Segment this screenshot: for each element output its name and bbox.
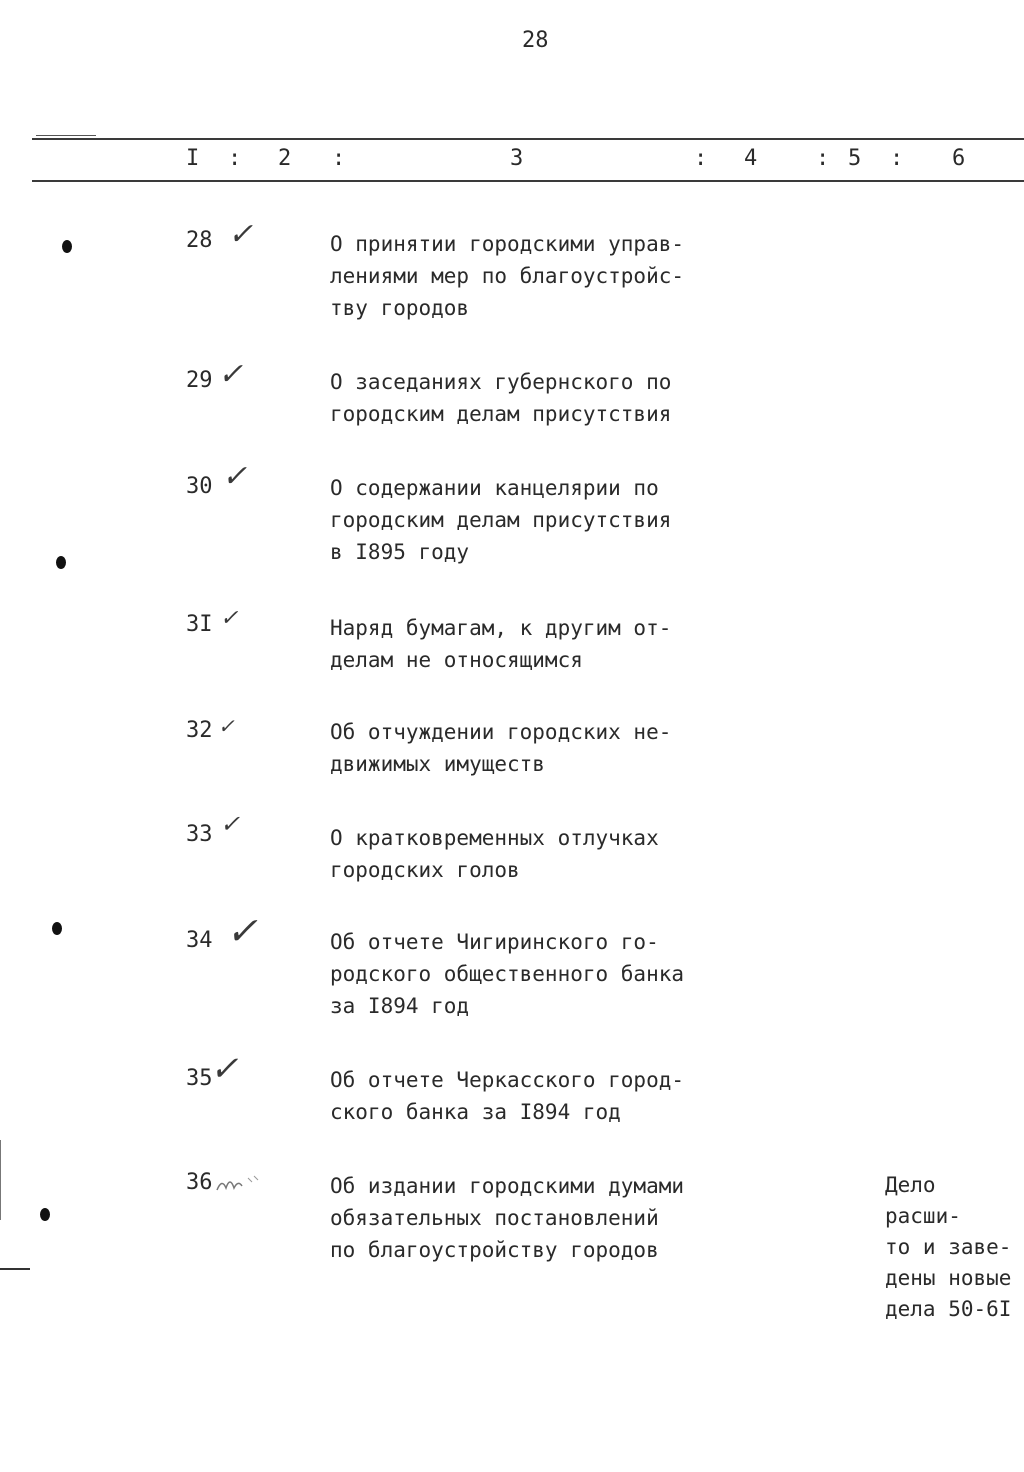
row-title: Об издании городскими думами обязательных постановлений по благоустройству городов: [330, 1174, 685, 1262]
row-note: Дело расши- то и заве- дены новые дела 50-6I: [885, 1173, 1012, 1321]
row-title: О кратковременных отлучках городских голов: [330, 826, 659, 882]
header-col-2: 2: [278, 146, 292, 171]
header-sep: :: [816, 146, 830, 171]
row-number: 32: [186, 718, 213, 743]
header-sep: :: [228, 146, 242, 171]
margin-line: [0, 1140, 1, 1220]
row-title: О заседаниях губернского по городским делам присутствия: [330, 370, 672, 426]
punch-hole: [52, 922, 62, 935]
check-mark-icon: ✓: [218, 714, 235, 738]
row-number: 34: [186, 928, 213, 953]
row-number: 29: [186, 368, 213, 393]
punch-hole: [56, 556, 66, 569]
page-number: 28: [522, 28, 549, 53]
header-col-5: 5: [848, 146, 862, 171]
header-sep: :: [332, 146, 346, 171]
check-mark-icon: ✓: [218, 357, 244, 392]
row-number: 30: [186, 474, 213, 499]
header-col-1: I: [186, 146, 200, 171]
header-sep: :: [890, 146, 904, 171]
row-title: О принятии городскими управ- лениями мер по благоустройс- тву городов: [330, 232, 685, 320]
row-number: 3I: [186, 612, 213, 637]
check-mark-icon: ✓: [222, 459, 248, 494]
check-mark-icon: ✓: [226, 909, 258, 953]
header-rule-stub: [36, 135, 96, 136]
check-mark-icon: ✓: [220, 606, 239, 631]
row-number: 35: [186, 1066, 213, 1091]
punch-hole: [62, 240, 72, 253]
row-title: Об отчете Черкасского город- ского банка за I894 год: [330, 1068, 685, 1124]
header-rule-bottom: [32, 180, 1024, 182]
check-mark-icon: ✓: [220, 810, 241, 838]
row-title: Об отчуждении городских не- движимых имуществ: [330, 720, 672, 776]
header-col-3: 3: [510, 146, 524, 171]
row-number: 33: [186, 822, 213, 847]
header-col-4: 4: [744, 146, 758, 171]
header-sep: :: [694, 146, 708, 171]
scribble-mark-icon: [214, 1172, 264, 1196]
check-mark-icon: ✓: [228, 217, 254, 252]
row-number: 28: [186, 228, 213, 253]
check-mark-icon: ✓: [210, 1049, 239, 1089]
header-rule-top: [32, 138, 1024, 140]
header-col-6: 6: [952, 146, 966, 171]
punch-hole: [40, 1208, 50, 1221]
margin-mark: [0, 1268, 30, 1270]
row-title: О содержании канцелярии по городским делам присутствия в I895 году: [330, 476, 672, 564]
row-title: Наряд бумагам, к другим от- делам не относящимся: [330, 616, 672, 672]
row-number: 36: [186, 1170, 213, 1195]
row-title: Об отчете Чигиринского го- родского общественного банка за I894 год: [330, 930, 685, 1018]
